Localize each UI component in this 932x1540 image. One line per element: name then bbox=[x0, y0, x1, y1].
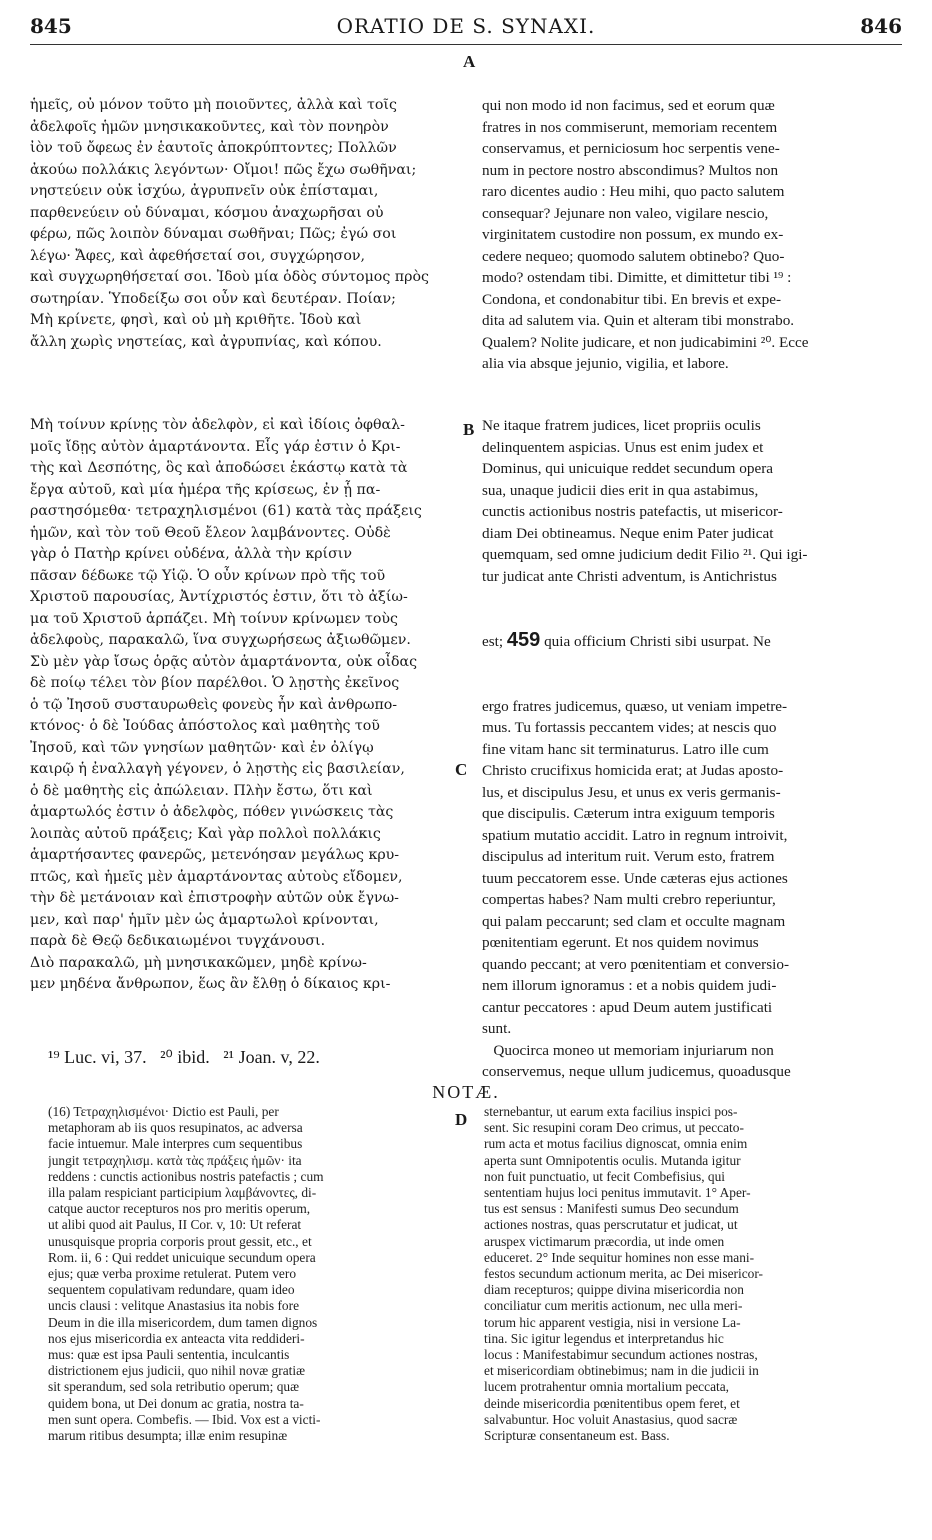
notes-right-column bbox=[484, 1104, 904, 1444]
latin-line: sunt. bbox=[482, 1020, 512, 1037]
footnotes: ¹⁹ Luc. vi, 37. ²⁰ ibid. ²¹ Joan. v, 22. bbox=[48, 1047, 320, 1067]
greek-line: ἀδελφοὺς, παρακαλῶ, ἵνα συγχωρήσεως ἀξιωθῶμεν. bbox=[30, 632, 411, 648]
note-line: actiones nostras, quas perscrutatur et judicat, ut bbox=[484, 1217, 738, 1233]
greek-line: γὰρ ὁ Πατὴρ κρίνει οὐδένα, ἀλλὰ τὴν κρίσιν bbox=[30, 546, 352, 562]
latin-line: ergo fratres judicemus, quæso, ut veniam impetre- bbox=[482, 697, 788, 715]
latin-line: qui palam peccarunt; sed clam et occulte magnam bbox=[482, 912, 786, 930]
note-line: educeret. 2° Inde sequitur homines non esse mani- bbox=[484, 1249, 755, 1265]
latin-line: tur judicat ante Christi adventum, is Antichristus bbox=[482, 567, 777, 585]
greek-line: Σὺ μὲν γὰρ ἴσως ὁρᾷς αὐτὸν ἁμαρτάνοντα, οὐκ οἶδας bbox=[30, 653, 418, 670]
greek-line: δὲ ποίῳ τέλει τὸν βίον παρέλθοι. Ὁ λῃστὴς ἐκεῖνος bbox=[30, 675, 400, 691]
note-line: uncis clausi : velitque Anastasius ita nobis fore bbox=[48, 1298, 300, 1314]
greek-line: τὴς καὶ Δεσπότης, ὃς καὶ ἀποδώσει ἑκάστῳ κατὰ τὰ bbox=[30, 460, 408, 476]
note-line: locus : Manifestabimur secundum actiones nostras, bbox=[484, 1347, 758, 1363]
latin-line: mus. Tu fortassis peccantem vides; at nescis quo bbox=[482, 719, 777, 736]
running-header bbox=[0, 10, 932, 44]
greek-line: παρθενεύειν οὐ δύναμαι, κόσμου ἀναχωρῆσαι οὐ bbox=[30, 204, 384, 221]
note-line: ut alibi quod ait Paulus, II Cor. v, 10: Ut referat bbox=[48, 1217, 302, 1233]
note-line: metaphoram ab iis quos resupinatos, ac adversa bbox=[48, 1120, 303, 1136]
note-line: sternebantur, ut earum exta facilius inspici pos- bbox=[484, 1104, 738, 1119]
latin-line: virginitatem custodire non possum, ex mundo ex- bbox=[482, 226, 784, 243]
greek-line: ἁμαρτήσαντες φανερῶς, μετενόησαν μεγάλως κρυ- bbox=[30, 847, 400, 863]
latin-line: fratres in nos commiserunt, memoriam recentem bbox=[482, 118, 778, 136]
latin-line: modo? ostendam tibi. Dimitte, et dimittetur tibi ¹⁹ : bbox=[482, 269, 792, 286]
latin-line: compertas habes? Nam multi crebro reperiuntur, bbox=[482, 891, 776, 908]
greek-line: λοιπὰς αὐτοῦ πράξεις; Καὶ γὰρ πολλοὶ πολλάκις bbox=[30, 825, 381, 842]
note-line: aperta sunt Omnipotentis oculis. Mutanda igitur bbox=[484, 1152, 741, 1168]
section-mark-c: C bbox=[455, 760, 468, 779]
latin-line: Ne itaque fratrem judices, licet propriis oculis bbox=[482, 417, 761, 434]
greek-line: Μὴ τοίνυν κρίνῃς τὸν ἀδελφὸν, εἰ καὶ ἰδίοις ὀφθαλ- bbox=[30, 417, 405, 433]
latin-line: num in pectore nostro abscondimus? Multos non bbox=[482, 161, 779, 179]
notes-left-column bbox=[48, 1104, 458, 1444]
greek-line: κτόνος· ὁ δὲ Ἰούδας ἀπόστολος καὶ μαθητὴς τοῦ bbox=[30, 718, 380, 734]
greek-line: μα τοῦ Χριστοῦ ἁρπάζει. Μὴ τοίνυν κρίνωμεν τοὺς bbox=[30, 610, 399, 627]
note-line: catque auctor recepturos nos pro meritis operum, bbox=[48, 1201, 311, 1217]
note-line: et misericordiam obtinebimus; nam in die judicii in bbox=[484, 1363, 759, 1379]
latin-text-main bbox=[482, 372, 904, 1126]
latin-line: que discipulis. Cæterum intra exiguum temporis bbox=[482, 805, 775, 822]
greek-line: λέγω· Ἄφες, καὶ ἀφεθήσεταί σοι, συγχώρησον, bbox=[30, 247, 365, 264]
greek-line: Μὴ κρίνετε, φησὶ, καὶ οὐ μὴ κριθῆτε. Ἰδοὺ καὶ bbox=[30, 312, 362, 328]
note-line: tus est sensus : Manifesti sumus Deo secundum bbox=[484, 1201, 739, 1217]
note-line: sententiam hujus loci penitus immutavit. 1° Aper- bbox=[484, 1185, 751, 1201]
greek-line: ἀδελφοῖς ἡμῶν μνησικακοῦντες, καὶ τὸν πονηρὸν bbox=[30, 118, 389, 135]
latin-line: sua, unaque judicii dies erit in qua astabimus, bbox=[482, 481, 759, 499]
greek-line: πᾶσαν δέδωκε τῷ Υἱῷ. Ὁ οὖν κρίνων πρὸ τῆς τοῦ bbox=[30, 567, 386, 584]
greek-line: ἀκούω πολλάκις λεγόντων· Οἴμοι! πῶς ἔχω σωθῆναι; bbox=[30, 161, 417, 178]
note-line: aruspex victimarum præcordia, ut inde omen bbox=[484, 1233, 725, 1249]
latin-line: nem illorum ignoramus : et a nobis quidem judi- bbox=[482, 977, 777, 994]
latin-line: conservamus, et perniciosum hoc serpentis vene- bbox=[482, 140, 780, 157]
latin-line: Christo crucifixus homicida erat; at Judas aposto- bbox=[482, 762, 784, 779]
note-line: mus: quæ est ipsa Pauli sententia, inculcantis bbox=[48, 1347, 290, 1363]
greek-line: σωτηρίαν. Ὑποδείξω σοι οὖν καὶ δευτέραν. Ποίαν; bbox=[30, 290, 396, 307]
note-line: unusquisque propria corporis prout gessit, etc., et bbox=[48, 1233, 312, 1249]
section-mark-d: D bbox=[455, 1110, 468, 1129]
column-number-459: 459 bbox=[506, 629, 541, 651]
greek-line: ἡμεῖς, οὐ μόνον τοῦτο μὴ ποιοῦντες, ἀλλὰ καὶ τοῖς bbox=[30, 97, 397, 113]
right-page-number: 846 bbox=[860, 14, 902, 38]
greek-line: καιρῷ ἡ ἐναλλαγὴ γέγονεν, ὁ λῃστὴς εἰς βασιλείαν, bbox=[30, 761, 405, 777]
page-title: ORATIO DE S. SYNAXI. bbox=[336, 14, 596, 38]
latin-line: qui non modo id non facimus, sed et eorum quæ bbox=[482, 97, 775, 114]
latin-line: Qualem? Nolite judicare, et non judicabimini ²⁰. Ecce bbox=[482, 333, 809, 351]
note-line: rum acta et motus facilius dignoscat, omnia enim bbox=[484, 1136, 748, 1152]
greek-line: ἔργα αὐτοῦ, καὶ μία ἡμέρα τῆς κρίσεως, ἐν ᾗ πα- bbox=[30, 481, 381, 498]
greek-line: τὴν δὲ μετάνοιαν καὶ ἐπιστροφὴν αὐτῶν οὐκ ἔγνω- bbox=[30, 890, 399, 906]
note-line: non fuit punctuatio, ut fecit Combefisius, qui bbox=[484, 1168, 725, 1184]
note-line: nos ejus misericordia ex anteacta vita reddideri- bbox=[48, 1330, 305, 1346]
greek-line: μεν μηδένα ἄνθρωπον, ἕως ἂν ἔλθῃ ὁ δίκαιος κρι- bbox=[30, 976, 391, 992]
greek-line: νηστεύειν οὐκ ἰσχύω, ἀγρυπνεῖν οὐκ ἐπίσταμαι, bbox=[30, 183, 379, 199]
note-line: marum ritibus desumpta; illæ enim resupinæ bbox=[48, 1428, 288, 1444]
latin-line-with-column-number: est; 459 quia officium Christi sibi usurpat. Ne bbox=[482, 629, 771, 651]
note-line: tina. Sic igitur legendus et interpretandus hic bbox=[484, 1330, 724, 1346]
latin-line: fine vitam hanc sit terminaturus. Latro ille cum bbox=[482, 740, 769, 758]
latin-line: Dominus, qui unicuique reddet secundum opera bbox=[482, 460, 774, 477]
greek-line: παρὰ δὲ Θεῷ δεδικαιωμένοι τυγχάνουσι. bbox=[30, 933, 326, 949]
note-line: Rom. ii, 6 : Qui reddet unicuique secundum opera bbox=[48, 1249, 316, 1265]
note-line: diam recepturos; quippe divina misericordia non bbox=[484, 1282, 744, 1298]
greek-line: καὶ συγχωρηθήσεταί σοι. Ἰδοὺ μία ὁδὸς σύντομος πρὸς bbox=[30, 269, 429, 285]
latin-line: dita ad salutem via. Quin et alteram tibi monstrabo. bbox=[482, 312, 795, 329]
greek-line: φέρω, πῶς λοιπὸν δύναμαι σωθῆναι; Πῶς; ἐγώ σοι bbox=[30, 226, 397, 242]
latin-line: quando peccant; at vero pœnitentiam et conversio- bbox=[482, 955, 790, 973]
greek-line: Διὸ παρακαλῶ, μὴ μνησικακῶμεν, μηδὲ κρίνω- bbox=[30, 954, 367, 971]
note-line: facie intuemur. Male interpres cum sequentibus bbox=[48, 1136, 303, 1152]
greek-line: ὁ δὲ μαθητὴς εἰς ἀπώλειαν. Πλὴν ἔστω, ὅτι καὶ bbox=[30, 782, 373, 799]
note-line: Scripturæ consentaneum est. Bass. bbox=[484, 1428, 670, 1444]
latin-line: cunctis actionibus nostris patefactis, ut misericor- bbox=[482, 503, 783, 520]
note-line: deinde misericordia pœnitentibus opem feret, et bbox=[484, 1395, 740, 1411]
greek-line: μεν, καὶ παρ' ἡμῖν μὲν ὡς ἁμαρτωλοὶ κρίνονται, bbox=[30, 911, 379, 928]
latin-line: discipulus ad interitum ruit. Verum esto, fratrem bbox=[482, 848, 775, 865]
notes-title: NOTÆ. bbox=[432, 1082, 500, 1102]
note-line: salvabuntur. Hoc voluit Anastasius, quod sacræ bbox=[484, 1411, 738, 1427]
greek-line: ὁ τῷ Ἰησοῦ συσταυρωθεὶς φονεὺς ἦν καὶ ἀνθρωπο- bbox=[30, 696, 398, 713]
greek-line: Χριστοῦ παρουσίας, Ἀντίχριστός ἐστιν, ὅτι τὸ ἀξίω- bbox=[30, 589, 408, 605]
section-mark-a: A bbox=[463, 52, 476, 71]
greek-line: ραστησόμεθα· τετραχηλισμένοι (61) κατὰ τὰς πράξεις bbox=[30, 503, 422, 519]
latin-line: Quocirca moneo ut memoriam injuriarum non bbox=[482, 1041, 774, 1059]
latin-line: alia via absque jejunio, vigilia, et labore. bbox=[482, 355, 729, 372]
greek-text-main bbox=[30, 372, 460, 1039]
latin-line: delinquentem aspicias. Unus est enim judex et bbox=[482, 438, 764, 456]
note-line: sit sperandum, sed sola retributio operum; quæ bbox=[48, 1379, 300, 1395]
note-line: districtionem ejus judicii, quo nihil novæ gratiæ bbox=[48, 1363, 306, 1379]
latin-line: pœnitentiam egerunt. Et nos quidem novimus bbox=[482, 934, 759, 951]
latin-line: tuum peccatorem esse. Unde cæteras ejus actiones bbox=[482, 869, 788, 887]
latin-line: Condona, et condonabitur tibi. En brevis et expe- bbox=[482, 290, 782, 308]
latin-line: cantur peccatores : apud Deum autem justificati bbox=[482, 998, 773, 1016]
note-line: (16) Τετραχηλισμένοι· Dictio est Pauli, per bbox=[48, 1104, 279, 1119]
greek-line: ἰὸν τοῦ ὄφεως ἐν ἑαυτοῖς ἀποκρύπτοντες; Πολλῶν bbox=[30, 140, 397, 156]
latin-line: raro dicentes audio : Heu mihi, quo pacto salutem bbox=[482, 183, 785, 200]
note-line: festos secundum actionum merita, ac Dei misericor- bbox=[484, 1266, 763, 1282]
note-line: illa palam respiciant participium λαμβάνοντες, di- bbox=[48, 1185, 317, 1201]
left-page-number: 845 bbox=[30, 14, 72, 38]
greek-line: μοῖς ἴδῃς αὐτὸν ἁμαρτάνοντα. Εἷς γάρ ἐστιν ὁ Κρι- bbox=[30, 438, 401, 455]
note-line: men sunt opera. Combefis. — Ibid. Vox est a victi- bbox=[48, 1411, 321, 1427]
latin-text-top bbox=[482, 52, 904, 418]
latin-line: quemquam, sed omne judicium dedit Filio ²¹. Qui igi- bbox=[482, 546, 808, 563]
note-line: torum hic apparent vestigia, nisi in versione La- bbox=[484, 1314, 741, 1330]
note-line: sent. Sic resupini coram Deo crimus, ut peccato- bbox=[484, 1120, 744, 1136]
latin-line: cedere nequeo; quomodo salutem obtinebo? Quo- bbox=[482, 247, 785, 265]
section-mark-b: B bbox=[463, 420, 475, 439]
greek-line: ἁμαρτωλός ἐστιν ὁ ἀδελφὸς, πόθεν γινώσκεις τὰς bbox=[30, 804, 394, 820]
greek-text-top bbox=[30, 52, 460, 396]
note-line: sequentem copulativam redundare, quam ideo bbox=[48, 1282, 295, 1298]
greek-line: ἡμῶν, καὶ τὸν τοῦ Θεοῦ ἔλεον λαμβάνοντες. Οὐδὲ bbox=[30, 524, 391, 541]
note-line: quidem bona, ut Dei donum ac gratia, nostra ta- bbox=[48, 1395, 304, 1411]
greek-line: πτῶς, καὶ ἡμεῖς μὲν ἁμαρτάνοντας αὐτοὺς εἴδομεν, bbox=[30, 868, 403, 885]
note-line: lucem protrahentur omnia mortalium peccata, bbox=[484, 1379, 730, 1395]
note-line: conciliatur cum meritis actionum, nec ulla meri- bbox=[484, 1298, 743, 1314]
note-line: reddens : cunctis actionibus nostris patefactis ; cum bbox=[48, 1168, 324, 1184]
greek-line: Ἰησοῦ, καὶ τῶν γνησίων μαθητῶν· καὶ ἐν ὀλίγῳ bbox=[30, 739, 374, 756]
latin-line: diam Dei obtineamus. Neque enim Pater judicat bbox=[482, 524, 774, 542]
header-rule bbox=[30, 44, 902, 45]
note-line: Deum in die illa misericordem, dum tamen dignos bbox=[48, 1314, 318, 1330]
greek-line: ἄλλη χωρὶς νηστείας, καὶ ἀγρυπνίας, καὶ κόπου. bbox=[30, 333, 382, 350]
latin-line: consequar? Jejunare non valeo, vigilare nescio, bbox=[482, 204, 769, 222]
latin-line: spatium mutatio accidit. Latro in regnum introivit, bbox=[482, 826, 788, 844]
note-line: ejus; quæ verba proxime retulerat. Putem vero bbox=[48, 1266, 297, 1282]
latin-line: lus, et discipulus Jesu, et unus ex veris germanis- bbox=[482, 783, 781, 801]
note-line: jungit τετραχηλισμ. κατὰ τὰς πράξεις ἡμῶν· ita bbox=[48, 1152, 302, 1168]
latin-line: conservemus, neque ullum judicemus, quoadusque bbox=[482, 1063, 791, 1080]
